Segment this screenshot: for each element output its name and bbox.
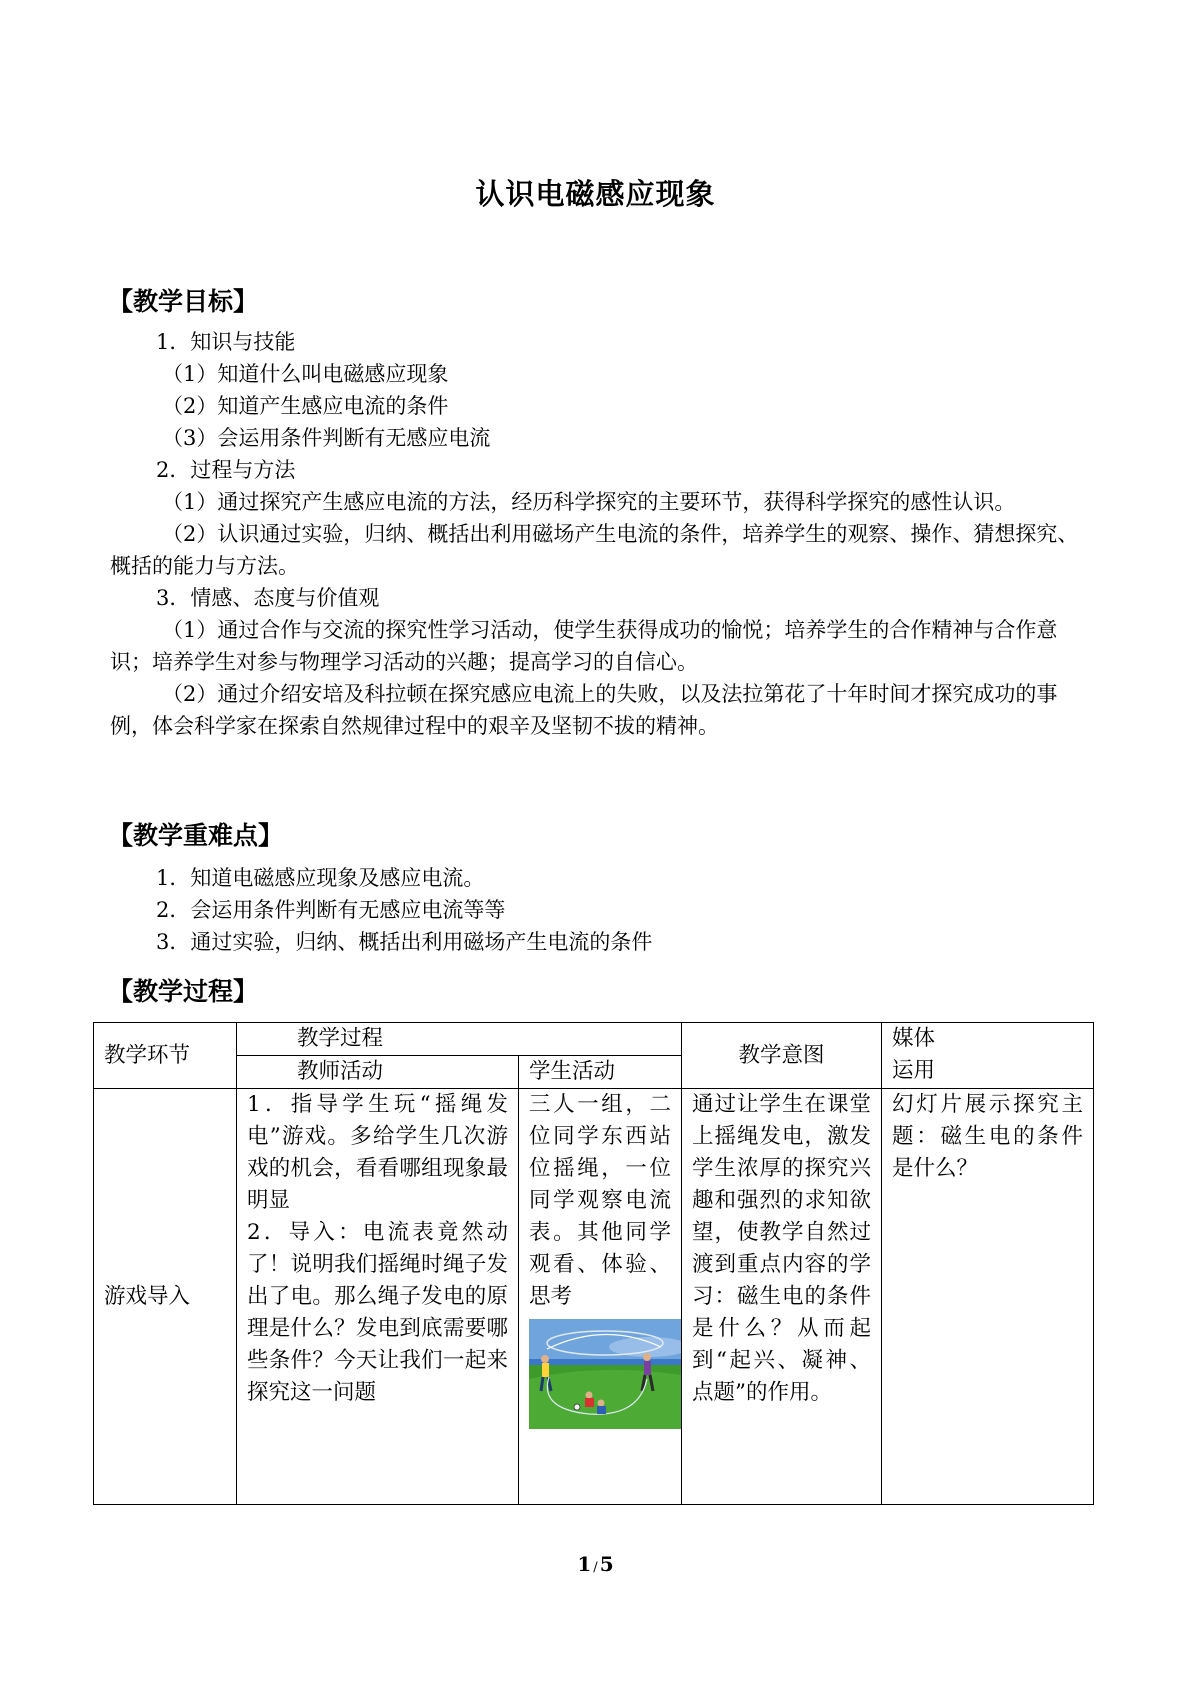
- key-point-line: 3．通过实验，归纳、概括出利用磁场产生电流的条件: [156, 930, 653, 954]
- objective-line: 2．过程与方法: [156, 458, 296, 482]
- cell-student: [519, 1089, 682, 1505]
- objective-paragraph: （2）认识通过实验，归纳、概括出利用磁场产生电流的条件，培养学生的观察、操作、猜想探究、概括的能力与方法。: [110, 522, 1079, 578]
- page-number: [0, 1552, 1191, 1576]
- key-points-list: [110, 862, 1090, 958]
- objective-paragraph: （1）通过合作与交流的探究性学习活动，使学生获得成功的愉悦；培养学生的合作精神与合作意识；培养学生对参与物理学习活动的兴趣；提高学习的自信心。: [110, 618, 1058, 674]
- objective-paragraph: （2）通过介绍安培及科拉顿在探究感应电流上的失败，以及法拉第花了十年时间才探究成功的事例，体会科学家在探索自然规律过程中的艰辛及坚韧不拔的精神。: [110, 682, 1058, 738]
- header-media: [882, 1023, 1094, 1089]
- process-heading: 【教学过程】: [108, 977, 259, 1006]
- objective-line: 3．情感、态度与价值观: [156, 586, 380, 610]
- page-separator: /: [593, 1560, 598, 1575]
- cell-intent: 通过让学生在课堂上摇绳发电，激发学生浓厚的探究兴趣和强烈的求知欲望，使教学自然过渡到重点内容的学习：磁生电的条件是什么？从而起到“起兴、凝神、点题”的作用。: [682, 1089, 882, 1505]
- page-title: 认识电磁感应现象: [475, 177, 716, 211]
- objectives-list: [110, 326, 1090, 742]
- student-activity-text: 三人一组，二位同学东西站位摇绳，一位同学观察电流表。其他同学观看、体验、思考: [529, 1092, 672, 1309]
- cell-teacher: 1．指导学生玩“摇绳发电”游戏。多给学生几次游戏的机会，看看哪组现象最明显 2．导入：电流表竟然动了！说明我们摇绳时绳子发出了电。那么绳子发电的原理是什么？发电到底需要哪些条件？今天让我们一起来探究这一问题: [237, 1089, 519, 1505]
- header-intent: 教学意图: [682, 1023, 882, 1089]
- process-table: [93, 1022, 1094, 1505]
- header-student: 学生活动: [519, 1056, 682, 1089]
- page-current: 1: [577, 1552, 592, 1576]
- header-media-line-1: 媒体: [892, 1026, 936, 1051]
- key-points-heading: 【教学重难点】: [108, 821, 284, 850]
- header-teacher: 教师活动: [237, 1056, 519, 1089]
- objective-line: （3）会运用条件判断有无感应电流: [162, 426, 491, 450]
- table-header-row: [94, 1023, 1094, 1056]
- header-media-line-2: 运用: [892, 1058, 936, 1083]
- objective-line: （2）知道产生感应电流的条件: [162, 394, 449, 418]
- cell-stage: 游戏导入: [94, 1089, 237, 1505]
- objectives-heading: 【教学目标】: [108, 287, 259, 316]
- key-point-line: 2．会运用条件判断有无感应电流等等: [156, 898, 506, 922]
- cell-media: 幻灯片展示探究主题：磁生电的条件是什么？: [882, 1089, 1094, 1505]
- objective-line: 1．知识与技能: [156, 330, 296, 354]
- rope-game-illustration: [529, 1319, 681, 1429]
- table-row: [94, 1089, 1094, 1505]
- key-point-line: 1．知道电磁感应现象及感应电流。: [156, 866, 485, 890]
- header-stage: 教学环节: [94, 1023, 237, 1089]
- page-total: 5: [599, 1552, 614, 1576]
- header-process: 教学过程: [237, 1023, 682, 1056]
- objective-paragraph: （1）通过探究产生感应电流的方法，经历科学探究的主要环节，获得科学探究的感性认识。: [162, 490, 1016, 514]
- objective-line: （1）知道什么叫电磁感应现象: [162, 362, 449, 386]
